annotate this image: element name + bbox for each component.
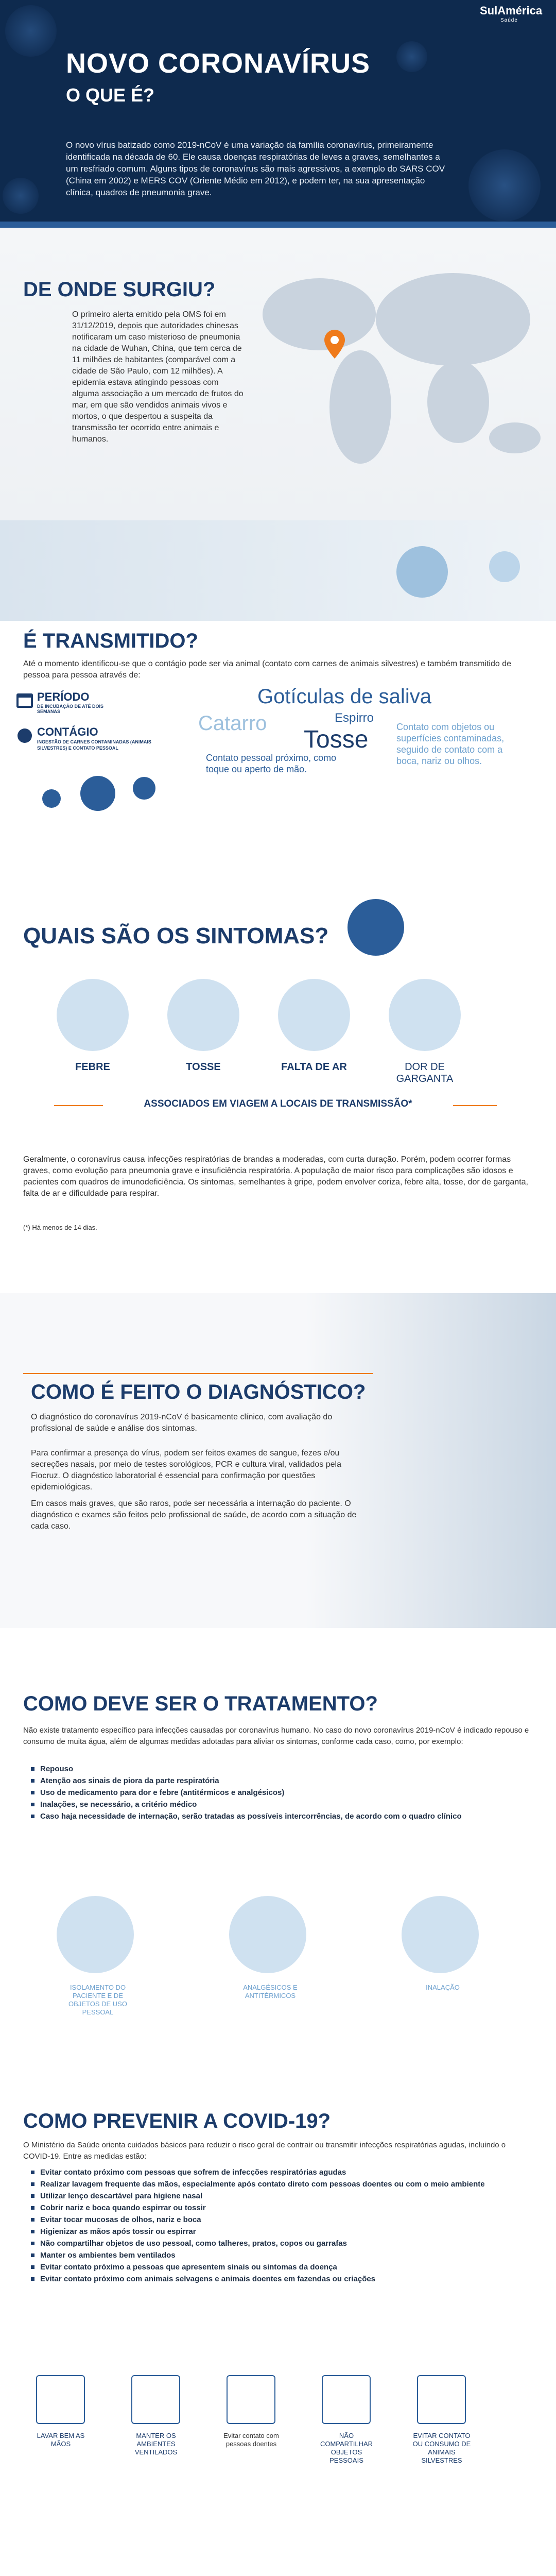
prevention-intro: O Ministério da Saúde orienta cuidados básicos para reduzir o risco geral de contrair ou transmitir infecções respiratórias agudas, incluindo o COVID-19. Entre as medidas estão: <box>23 2141 506 2161</box>
transmission-section <box>0 520 556 835</box>
period-sub: DE INCUBAÇÃO DE ATÉ DOIS SEMANAS <box>37 704 104 714</box>
origin-title: DE ONDE SURGIU? <box>23 278 216 301</box>
diagnosis-p3: Em casos mais graves, que são raros, pode ser necessária a internação do paciente. O diagnóstico e exames são feitos pelo profissional de saúde, de acordo com a situação de cada caso. <box>31 1499 357 1531</box>
no-sharing-icon <box>322 2375 371 2424</box>
calendar-icon <box>15 690 34 709</box>
symptoms-footnote: (*) Há menos de 14 dias. <box>23 1224 97 1231</box>
symptoms-section <box>0 835 556 1293</box>
world-map-icon <box>257 252 546 479</box>
list-item: Higienizar as mãos após tossir ou espirrar <box>31 2226 525 2238</box>
transmission-intro: Até o momento identificou-se que o contágio pode ser via animal (contato com carnes de animais silvestres) e também transmitido de pessoa para pessoa através de: <box>23 659 512 680</box>
list-item: Uso de medicamento para dor e febre (antitérmicos e analgésicos) <box>31 1787 515 1799</box>
list-item: Atenção aos sinais de piora da parte respiratória <box>31 1775 515 1787</box>
treatment-icon-label: ISOLAMENTO DO PACIENTE E DE OBJETOS DE USO PESSOAL <box>68 1984 127 2016</box>
avoid-sick-icon <box>227 2375 275 2424</box>
origin-text: O primeiro alerta emitido pela OMS foi em 31/12/2019, depois que autoridades chinesas notificaram um caso misterioso de pneumonia na cidade de Wuhan, China, que tem cerca de 11 milhões de habitantes (comparável com a cidade de São Paulo, com 12 milhões). A epidemia estava atingindo pessoas com alguma associação a um mercado de frutos do mar, em que são vendidos animais vivos e mortos, o que despertou a suspeita da transmissão ter ocorrido entre animais e humanos. <box>72 310 244 444</box>
prevention-title: COMO PREVENIR A COVID-19? <box>23 2110 331 2132</box>
symptoms-title: QUAIS SÃO OS SINTOMAS? <box>23 923 329 948</box>
list-item: Realizar lavagem frequente das mãos, especialmente após contato direto com pessoas doentes ou com o meio ambiente <box>31 2178 525 2190</box>
word-catarro: Catarro <box>198 712 267 735</box>
symptom-label: TOSSE <box>186 1061 221 1073</box>
ventilation-icon <box>131 2375 180 2424</box>
location-pin-icon <box>324 330 345 359</box>
prevention-icon-label: Evitar contato com pessoas doentes <box>223 2432 279 2448</box>
treatment-list <box>31 1763 515 1822</box>
divider <box>23 1373 373 1374</box>
prevention-icon-label: LAVAR BEM AS MÃOS <box>37 2432 85 2448</box>
list-item: Inalações, se necessário, a critério médico <box>31 1799 515 1810</box>
virus-icon <box>360 531 546 613</box>
page-title: NOVO CORONAVÍRUS <box>66 48 371 79</box>
shortness-of-breath-icon <box>278 979 350 1051</box>
word-tosse: Tosse <box>304 726 369 753</box>
treatment-icon-label: INALAÇÃO <box>426 1984 460 1991</box>
prevention-list <box>31 2166 525 2285</box>
fever-icon <box>57 979 129 1051</box>
brand-logo-text: SulAmérica <box>480 4 543 17</box>
list-item: Não compartilhar objetos de uso pessoal, como talheres, pratos, copos ou garrafas <box>31 2238 525 2249</box>
contact-sub: INGESTÃO DE CARNES CONTAMINADAS (ANIMAIS SILVESTRES) E CONTATO PESSOAL <box>37 739 151 751</box>
symptom-label: FEBRE <box>75 1061 110 1073</box>
list-item: Evitar contato próximo a pessoas que apresentem sinais ou sintomas da doença <box>31 2261 525 2273</box>
word-espirro: Espirro <box>335 711 374 725</box>
list-item: Evitar tocar mucosas de olhos, nariz e boca <box>31 2214 525 2226</box>
list-item: Manter os ambientes bem ventilados <box>31 2249 525 2261</box>
brand-logo <box>480 4 542 23</box>
diagnosis-p1: O diagnóstico do coronavírus 2019-nCoV é basicamente clínico, com avaliação do profissional de saúde e análise dos sintomas. <box>31 1413 333 1433</box>
section-band <box>0 222 556 228</box>
prevention-icon-label: NÃO COMPARTILHAR OBJETOS PESSOAIS <box>320 2432 373 2464</box>
prevention-icon-label: MANTER OS AMBIENTES VENTILADOS <box>134 2432 178 2456</box>
symptoms-text: Geralmente, o coronavírus causa infecções respiratórias de brandas a moderadas, com curta duração. Porém, podem ocorrer formas graves, como evolução para pneumonia grave e insuficiência respiratória. A população de maior risco para complicações são idosos e pacientes com quadros de imunodeficiência. Os sintomas, semelhantes à gripe, podem envolver coriza, febre alta, tosse, dor de garganta, falta de ar e dificuldade para respirar. <box>23 1155 528 1198</box>
diagnosis-title: COMO É FEITO O DIAGNÓSTICO? <box>31 1381 366 1403</box>
word-contato-pessoal: Contato pessoal próximo, como toque ou aperto de mão. <box>206 753 337 774</box>
treatment-title: COMO DEVE SER O TRATAMENTO? <box>23 1692 378 1715</box>
list-item: Utilizar lenço descartável para higiene nasal <box>31 2190 525 2202</box>
period-title: PERÍODO <box>37 690 90 703</box>
cough-icon <box>167 979 239 1051</box>
diagnosis-p2: Para confirmar a presença do vírus, podem ser feitos exames de sangue, fezes e/ou secreções nasais, por meio de testes sorológicos, PCR e cultura viral, validados pela Fiocruz. O diagnóstico laboratorial é essencial para confirmação por questões epidemiológicas. <box>31 1449 341 1492</box>
diagnosis-section <box>0 1293 556 1628</box>
isolation-icon <box>57 1896 134 1973</box>
list-item: Evitar contato próximo com animais selvagens e animais doentes em fazendas ou criações <box>31 2273 525 2285</box>
hero-subtitle: O QUE É? <box>66 84 155 106</box>
list-item: Evitar contato próximo com pessoas que sofrem de infecções respiratórias agudas <box>31 2166 525 2178</box>
hero-section <box>0 0 556 222</box>
contagion-icon <box>15 726 34 745</box>
origin-section <box>0 222 556 520</box>
list-item: Cobrir nariz e boca quando espirrar ou tossir <box>31 2202 525 2214</box>
wash-hands-icon <box>36 2375 85 2424</box>
treatment-intro: Não existe tratamento específico para infecções causadas por coronavírus humano. No caso do novo coronavírus 2019-nCoV é indicado repouso e consumo de muita água, além de algumas medidas adotadas para aliviar os sintomas, conforme cada caso, como, por exemplo: <box>23 1726 529 1746</box>
virus-icon <box>335 891 417 963</box>
brand-logo-sub: Saúde <box>500 18 518 23</box>
word-goticulas: Gotículas de saliva <box>257 685 431 708</box>
virus-cluster-icon <box>26 762 170 824</box>
inhalation-icon <box>402 1896 479 1973</box>
prevention-section <box>0 2056 556 2576</box>
treatment-section <box>0 1628 556 2056</box>
word-objetos: Contato com objetos ou superfícies contaminadas, seguido de contato com a boca, nariz ou olhos. <box>396 722 505 766</box>
hero-text: O novo vírus batizado como 2019-nCoV é uma variação da família coronavírus, primeiramente identificada na década de 60. Ele causa doenças respiratórias de leves a graves, semelhantes a um resfriado comum. Alguns tipos de coronavírus são mais agressivos, a exemplo do SARS COV (China em 2002) e MERS COV (Oriente Médio em 2012), e podem ter, na sua apresentação clínica, quadros de pneumonia grave. <box>66 140 445 197</box>
medicine-icon <box>229 1896 306 1973</box>
contact-title: CONTÁGIO <box>37 725 98 738</box>
symptoms-banner: ASSOCIADOS EM VIAGEM A LOCAIS DE TRANSMISSÃO* <box>103 1098 453 1110</box>
prevention-icon-label: EVITAR CONTATO OU CONSUMO DE ANIMAIS SILVESTRES <box>412 2432 471 2464</box>
sore-throat-icon <box>389 979 461 1051</box>
treatment-icon-label: ANALGÉSICOS E ANTITÉRMICOS <box>243 1984 298 1999</box>
symptom-label: DOR DE GARGANTA <box>396 1061 454 1084</box>
symptom-label: FALTA DE AR <box>281 1061 347 1073</box>
list-item: Caso haja necessidade de internação, serão tratadas as possíveis intercorrências, de acordo com o quadro clínico <box>31 1810 515 1822</box>
wild-animals-icon <box>417 2375 466 2424</box>
transmission-title: É TRANSMITIDO? <box>23 630 198 652</box>
list-item: Repouso <box>31 1763 515 1775</box>
